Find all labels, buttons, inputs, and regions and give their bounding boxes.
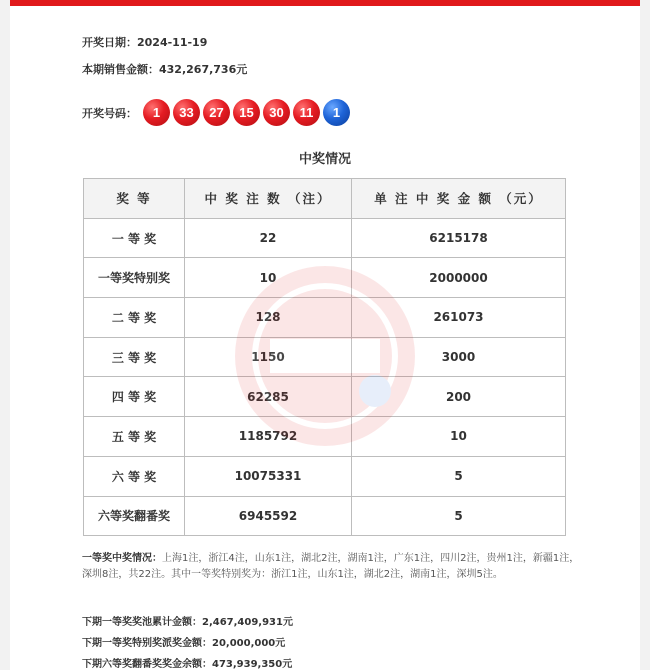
winner-count: 6945592 <box>185 496 352 536</box>
prize-table <box>83 178 566 536</box>
table-row <box>84 496 566 536</box>
winner-count: 1150 <box>185 337 352 377</box>
winner-count: 1185792 <box>185 417 352 457</box>
prize-level: 六等奖翻番奖 <box>84 496 185 536</box>
winner-count: 10 <box>185 258 352 298</box>
next-special-amount <box>82 634 285 649</box>
draw-date-value: 2024-11-19 <box>137 36 208 49</box>
header-level: 奖 等 <box>84 179 185 219</box>
table-row <box>84 417 566 457</box>
table-row <box>84 218 566 258</box>
blue-ball: 1 <box>323 99 350 126</box>
next-sixth-label: 下期六等奖翻番奖奖金余额： <box>82 659 212 670</box>
prize-level: 一 等 奖 <box>84 218 185 258</box>
sales-amount-value: 432,267,736元 <box>159 63 248 76</box>
header-amount: 单 注 中 奖 金 额 （元） <box>352 179 566 219</box>
winning-numbers <box>82 99 353 126</box>
first-prize-winners-label: 一等奖中奖情况： <box>82 553 162 564</box>
prize-level: 一等奖特别奖 <box>84 258 185 298</box>
next-sixth-balance <box>82 655 292 670</box>
table-row <box>84 337 566 377</box>
prize-level: 二 等 奖 <box>84 298 185 338</box>
prize-amount: 200 <box>352 377 566 417</box>
table-row <box>84 377 566 417</box>
red-ball: 1 <box>143 99 170 126</box>
sales-amount-label: 本期销售金额： <box>82 63 159 76</box>
winning-numbers-label: 开奖号码： <box>82 106 137 120</box>
prize-amount: 261073 <box>352 298 566 338</box>
draw-date <box>82 34 207 50</box>
header-count: 中 奖 注 数 （注） <box>185 179 352 219</box>
next-sixth-value: 473,939,350元 <box>212 659 293 670</box>
draw-result-card <box>10 0 640 670</box>
red-ball: 33 <box>173 99 200 126</box>
prize-level: 四 等 奖 <box>84 377 185 417</box>
prize-level: 六 等 奖 <box>84 456 185 496</box>
prize-level: 三 等 奖 <box>84 337 185 377</box>
red-ball: 27 <box>203 99 230 126</box>
next-special-value: 20,000,000元 <box>212 638 286 649</box>
red-ball: 11 <box>293 99 320 126</box>
next-pool-amount <box>82 613 293 628</box>
first-prize-winners-text: 上海1注，浙江4注，山东1注，湖北2注，湖南1注，广东1注，四川2注，贵州1注，新疆1注，深圳8注，共22注。其中一等奖特别奖为：浙江1注，山东1注，湖北2注，湖南1注，深圳5注。 <box>82 553 580 580</box>
red-ball: 15 <box>233 99 260 126</box>
next-pool-label: 下期一等奖奖池累计金额： <box>82 617 202 628</box>
winner-count: 10075331 <box>185 456 352 496</box>
prize-amount: 5 <box>352 456 566 496</box>
table-header-row <box>84 179 566 219</box>
section-title: 中奖情况 <box>298 152 351 167</box>
prize-amount: 5 <box>352 496 566 536</box>
winner-count: 62285 <box>185 377 352 417</box>
prize-amount: 10 <box>352 417 566 457</box>
next-special-label: 下期一等奖特别奖派奖金额： <box>82 638 212 649</box>
prize-amount: 6215178 <box>352 218 566 258</box>
table-row <box>84 298 566 338</box>
winner-count: 22 <box>185 218 352 258</box>
next-pool-value: 2,467,409,931元 <box>202 617 293 628</box>
first-prize-winners <box>82 551 582 583</box>
prize-amount: 2000000 <box>352 258 566 298</box>
prize-level: 五 等 奖 <box>84 417 185 457</box>
sales-amount <box>82 61 247 77</box>
draw-date-label: 开奖日期： <box>82 36 137 49</box>
table-row <box>84 456 566 496</box>
prize-amount: 3000 <box>352 337 566 377</box>
red-ball: 30 <box>263 99 290 126</box>
winner-count: 128 <box>185 298 352 338</box>
table-row <box>84 258 566 298</box>
